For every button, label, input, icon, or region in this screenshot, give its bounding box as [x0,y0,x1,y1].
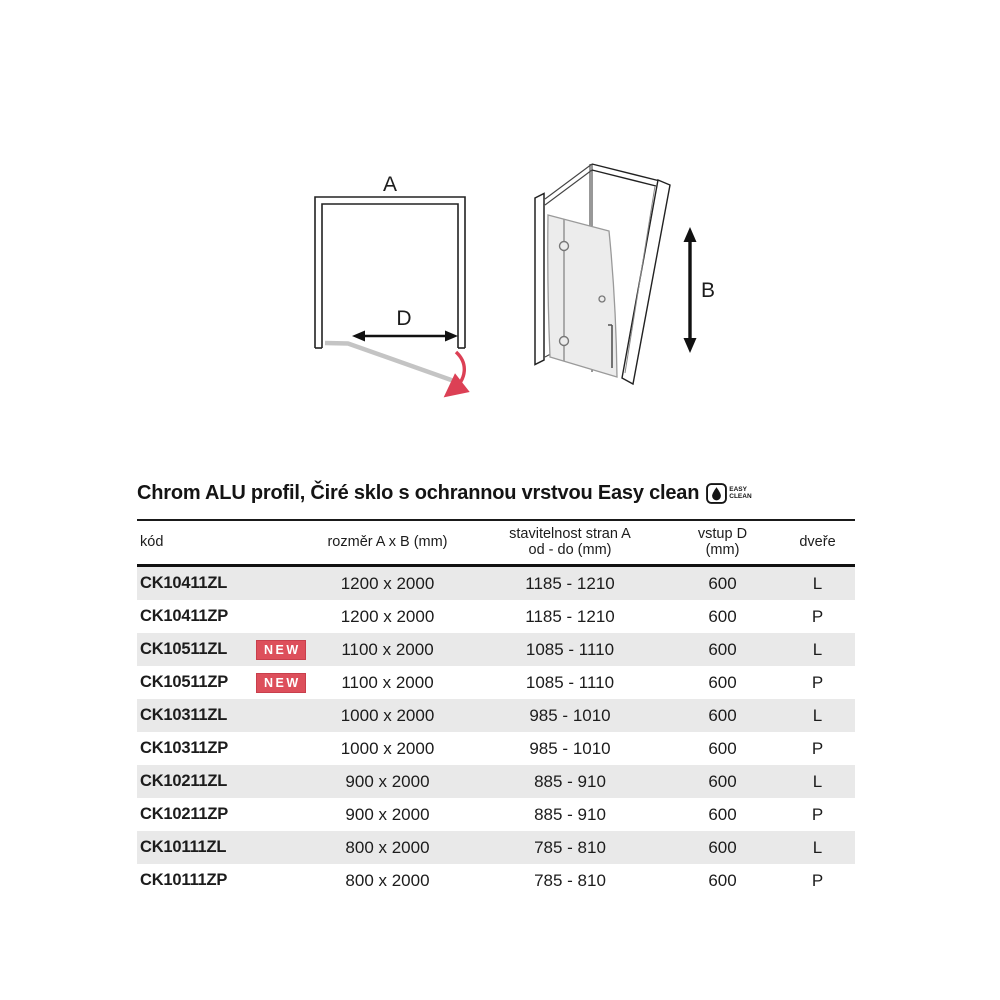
cell-rozmer: 1100 x 2000 [341,672,434,692]
open-door-line [325,343,454,381]
door-hinge-top [560,242,569,251]
cell-kod [137,864,300,897]
easy-clean-line1: EASY [729,486,747,493]
cell-dvere: P [811,606,824,626]
cell-stavitelnost: 1185 - 1210 [525,573,615,593]
door-knob [599,296,605,302]
cell-kod [137,765,300,798]
dim-label-d: D [396,307,412,330]
cell-vstup: 600 [708,870,737,890]
spec-table [137,519,855,897]
cell-kod [137,798,300,831]
easy-clean-line2: CLEAN [729,492,752,500]
cell-kod [137,732,300,765]
cell-stavitelnost: 985 - 1010 [529,738,611,758]
glass-door [548,215,617,377]
table-header [137,520,855,566]
right-wall [622,180,670,384]
col-header-vstup-line2: (mm) [705,542,740,558]
cell-stavitelnost: 785 - 810 [534,870,606,890]
cell-vstup: 600 [708,705,737,725]
cell-kod [137,831,300,864]
door-swing-arrow [453,352,464,390]
col-header-rozmer: rozměr A x B (mm) [300,520,475,566]
col-header-stavitelnost-line1: stavitelnost stran A [509,526,631,542]
new-badge: NEW [256,673,306,693]
cell-kod-text: CK10211ZP [140,805,229,823]
cell-rozmer: 800 x 2000 [345,870,430,890]
col-header-stavitelnost [475,520,665,566]
front-view-diagram [288,146,482,414]
cell-dvere: P [811,804,824,824]
cell-rozmer: 900 x 2000 [345,804,430,824]
cell-kod [137,666,300,699]
cell-vstup: 600 [708,837,737,857]
cell-stavitelnost: 1085 - 1110 [525,672,615,692]
table-row [137,633,855,666]
iso-view-diagram [512,138,730,406]
left-profile [535,194,544,365]
cell-vstup: 600 [708,804,737,824]
title-row [137,482,877,505]
door-hinge-bottom [560,337,569,346]
cell-rozmer: 1000 x 2000 [340,705,435,725]
cell-kod-text: CK10411ZL [140,574,228,592]
new-badge: NEW [256,640,306,660]
cell-vstup: 600 [708,639,737,659]
cell-dvere: P [811,738,824,758]
cell-vstup: 600 [708,573,737,593]
col-header-vstup [665,520,780,566]
table-row [137,666,855,699]
col-header-vstup-line1: vstup D [697,526,748,542]
table-row [137,699,855,732]
cell-rozmer: 1200 x 2000 [340,606,435,626]
cell-kod-text: CK10511ZP [140,673,229,691]
easy-clean-label [729,487,751,500]
cell-kod-text: CK10511ZL [140,640,228,658]
cell-dvere: L [812,639,823,659]
cell-dvere: L [812,573,823,593]
top-rail [592,164,660,186]
cell-kod-text: CK10111ZP [140,871,228,889]
table-row [137,798,855,831]
cell-dvere: P [811,870,824,890]
cell-vstup: 600 [708,771,737,791]
table-row [137,732,855,765]
frame-outline [315,197,465,348]
table-row [137,765,855,798]
cell-vstup: 600 [708,606,737,626]
cell-rozmer: 1200 x 2000 [340,573,435,593]
col-header-dvere: dveře [780,520,855,566]
cell-vstup: 600 [708,738,737,758]
easy-clean-drop-icon [706,483,727,504]
table-row [137,566,855,601]
cell-dvere: L [812,771,823,791]
cell-dvere: P [811,672,824,692]
col-header-stavitelnost-line2: od - do (mm) [528,542,612,558]
easy-clean-badge [706,483,751,504]
height-arrow [684,227,697,353]
dim-label-b: B [700,279,716,302]
col-header-kod: kód [137,520,300,566]
cell-rozmer: 900 x 2000 [345,771,430,791]
cell-kod [137,633,300,666]
table-row [137,864,855,897]
cell-kod [137,699,300,732]
table-body [137,566,855,898]
cell-kod [137,600,300,633]
cell-kod-text: CK10311ZL [140,706,228,724]
cell-stavitelnost: 885 - 910 [534,804,606,824]
cell-vstup: 600 [708,672,737,692]
table-row [137,831,855,864]
cell-kod-text: CK10311ZP [140,739,229,757]
cell-rozmer: 1000 x 2000 [340,738,435,758]
cell-dvere: L [812,705,823,725]
cell-kod [137,566,300,601]
cell-kod-text: CK10411ZP [140,607,229,625]
cell-stavitelnost: 985 - 1010 [529,705,611,725]
cell-rozmer: 800 x 2000 [345,837,430,857]
cell-kod-text: CK10111ZL [140,838,227,856]
cell-stavitelnost: 1085 - 1110 [525,639,615,659]
cell-stavitelnost: 1185 - 1210 [525,606,615,626]
cell-dvere: L [812,837,823,857]
entry-width-arrow [352,331,458,342]
table-row [137,600,855,633]
cell-rozmer: 1100 x 2000 [341,639,434,659]
cell-stavitelnost: 885 - 910 [534,771,606,791]
cell-stavitelnost: 785 - 810 [534,837,606,857]
page-title: Chrom ALU profil, Čiré sklo s ochrannou vrstvou Easy clean [137,482,700,504]
cell-kod-text: CK10211ZL [140,772,228,790]
dim-label-a: A [382,173,398,196]
